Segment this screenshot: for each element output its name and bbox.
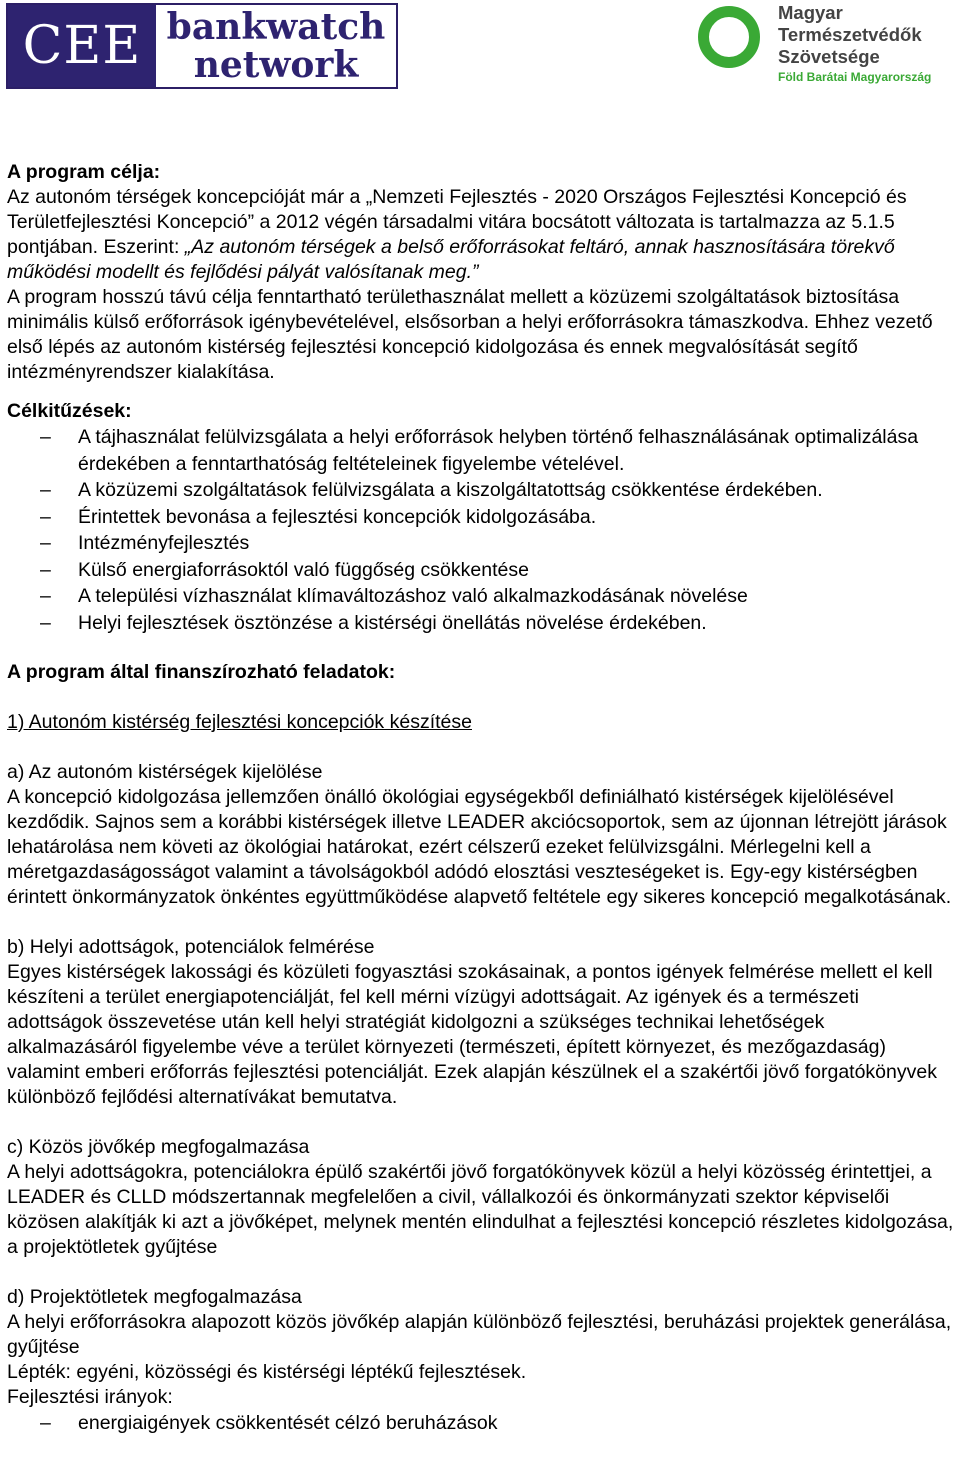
cee-bankwatch-logo bbox=[6, 3, 398, 89]
document-body bbox=[7, 160, 957, 1437]
task-d-steps: Lépték: egyéni, közösségi és kistérségi léptékű fejlesztések. bbox=[7, 1361, 527, 1383]
cee-logo-line1: bankwatch bbox=[166, 6, 386, 48]
list-item bbox=[7, 610, 957, 637]
goal-text: Érintettek bevonása a fejlesztési koncepciók kidolgozásába. bbox=[78, 505, 597, 528]
section-heading-goals: Célkitűzések: bbox=[7, 400, 132, 422]
task-c-title: c) Közös jövőkép megfogalmazása bbox=[7, 1136, 310, 1158]
section-heading-program-goal: A program célja: bbox=[7, 161, 161, 183]
list-item bbox=[7, 530, 957, 557]
page-header bbox=[0, 0, 960, 100]
task-a-title: a) Az autonóm kistérségek kijelölése bbox=[7, 761, 323, 783]
goal-text: A települési vízhasználat klímaváltozáshoz való alkalmazkodásának növelése bbox=[78, 585, 748, 607]
mtvsz-logo bbox=[698, 2, 960, 94]
mtvsz-subtitle: Föld Barátai Magyarország bbox=[778, 70, 932, 84]
dash-bullet: – bbox=[40, 479, 51, 501]
program-goal-intro: Az autonóm térségek koncepcióját már a „Nemzeti Fejlesztés - 2020 Országos Fejlesztési Koncepció és Területfejlesztési Koncepció” a 2012 végén társadalmi vitára bocsátott változata is tartalmazza az 5.1.5 pontjában. Eszerint: bbox=[7, 186, 907, 258]
list-item bbox=[7, 557, 957, 584]
cee-logo-line2: network bbox=[193, 44, 359, 86]
section-heading-tasks: A program által finanszírozható feladatok: bbox=[7, 661, 396, 683]
list-item bbox=[7, 583, 957, 610]
dash-bullet: – bbox=[40, 426, 51, 448]
program-goal-quote: „Az autonóm térségek a belső erőforrásokat feltáró, annak hasznosítására törekvő működési modellt és fejlődési pályát valósítanak meg.” bbox=[7, 236, 895, 283]
goal-text: Külső energiaforrásoktól való függőség csökkentése bbox=[78, 558, 529, 581]
program-goal-paragraph bbox=[7, 185, 957, 285]
cee-logo-box: CEE bbox=[8, 5, 156, 87]
list-item bbox=[7, 504, 957, 531]
goal-text: Intézményfejlesztés bbox=[78, 532, 250, 554]
list-item bbox=[7, 477, 957, 504]
program-goal-body: A program hosszú távú célja fenntartható területhasználat mellett a közüzemi szolgáltatások biztosítása minimális külső erőforrások igénybevételével, elsősorban a helyi erőforrásokra támaszkodva. Ehhez vezető első lépés az autonóm kistérség fejlesztési koncepció kidolgozása és ennek megvalósítását segítő intézményrendszer kialakítása. bbox=[7, 286, 933, 383]
goals-list bbox=[7, 424, 957, 636]
direction-text: energiaigények csökkentését célzó beruházások bbox=[78, 1412, 498, 1434]
dash-bullet: – bbox=[40, 1412, 51, 1434]
mtvsz-line2: Természetvédők bbox=[778, 24, 922, 45]
dash-bullet: – bbox=[40, 558, 51, 581]
task-d-title: d) Projektötletek megfogalmazása bbox=[7, 1286, 302, 1308]
task-b-title: b) Helyi adottságok, potenciálok felmérése bbox=[7, 936, 375, 958]
directions-list bbox=[7, 1410, 957, 1437]
list-item bbox=[7, 1410, 957, 1437]
dash-bullet: – bbox=[40, 532, 51, 554]
mtvsz-logo-text bbox=[778, 2, 931, 86]
goal-text: A közüzemi szolgáltatások felülvizsgálata a kiszolgáltatottság csökkentése érdekében. bbox=[78, 479, 823, 501]
task-d-body: A helyi erőforrásokra alapozott közös jövőkép alapján különböző fejlesztési, beruházási projektek generálása, gyűjtése bbox=[7, 1311, 952, 1358]
dash-bullet: – bbox=[40, 611, 51, 634]
cee-logo-text bbox=[156, 5, 396, 87]
dash-bullet: – bbox=[40, 505, 51, 528]
list-item bbox=[7, 424, 957, 477]
mtvsz-line3: Szövetsége bbox=[778, 46, 880, 67]
task-d-directions: Fejlesztési irányok: bbox=[7, 1386, 173, 1408]
task-c-body: A helyi adottságokra, potenciálokra épülő szakértői jövő forgatókönyvek közül a helyi közösség érintettjei, a LEADER és CLLD módszertannak megfelelően a civil, vállalkozói és önkormányzati szektor képviselői közösen alakítják ki azt a jövőképet, melynek mentén elindulhat a fejlesztési koncepció részletes kidolgozása, a projektötletek gyűjtése bbox=[7, 1161, 954, 1258]
mtvsz-line1: Magyar bbox=[778, 2, 843, 23]
mtvsz-ring-icon bbox=[698, 6, 760, 68]
goal-text: A tájhasználat felülvizsgálata a helyi erőforrások helyben történő felhasználásának optimalizálása érdekében a fenntarthatóság feltételeinek figyelembe vételével. bbox=[78, 426, 919, 475]
goal-text: Helyi fejlesztések ösztönzése a kistérségi önellátás növelése érdekében. bbox=[78, 611, 707, 634]
tasks-subheading: 1) Autonóm kistérség fejlesztési koncepciók készítése bbox=[7, 711, 472, 733]
dash-bullet: – bbox=[40, 585, 51, 607]
task-a-body: A koncepció kidolgozása jellemzően önálló ökológiai egységekből definiálható kistérségek kijelölésével kezdődik. Sajnos sem a korábbi kistérségek illetve LEADER akciócsoportok, sem az újonnan létrejött járások lehatárolása nem követi az ökológiai határokat, ezért célszerű ezeket felülvizsgálni. Mérlegelni kell a méretgazdaságosságot valamint a távolságokból adódó elosztási veszteségeket is. Egy-egy kistérségben érintett önkormányzatok önkéntes együttműködése alapvető feltétele egy sikeres koncepció megalkotásának. bbox=[7, 786, 952, 908]
task-b-body: Egyes kistérségek lakossági és közületi fogyasztási szokásainak, a pontos igények felmérése mellett el kell készíteni a terület energiapotenciálját, fel kell mérni vízügyi adottságait. Az igények és a természeti adottságok összevetése után kell helyi stratégiát kidolgozni a szükséges technikai lehetőségek alkalmazásáról figyelembe véve a terület környezeti (természeti, épített környezet, és mezőgazdaság) valamint emberi erőforrás fejlesztési potenciálját. Ezek alapján készülnek el a szakértői jövő forgatókönyvek különböző fejlődési alternatívákat bemutatva. bbox=[7, 961, 937, 1108]
